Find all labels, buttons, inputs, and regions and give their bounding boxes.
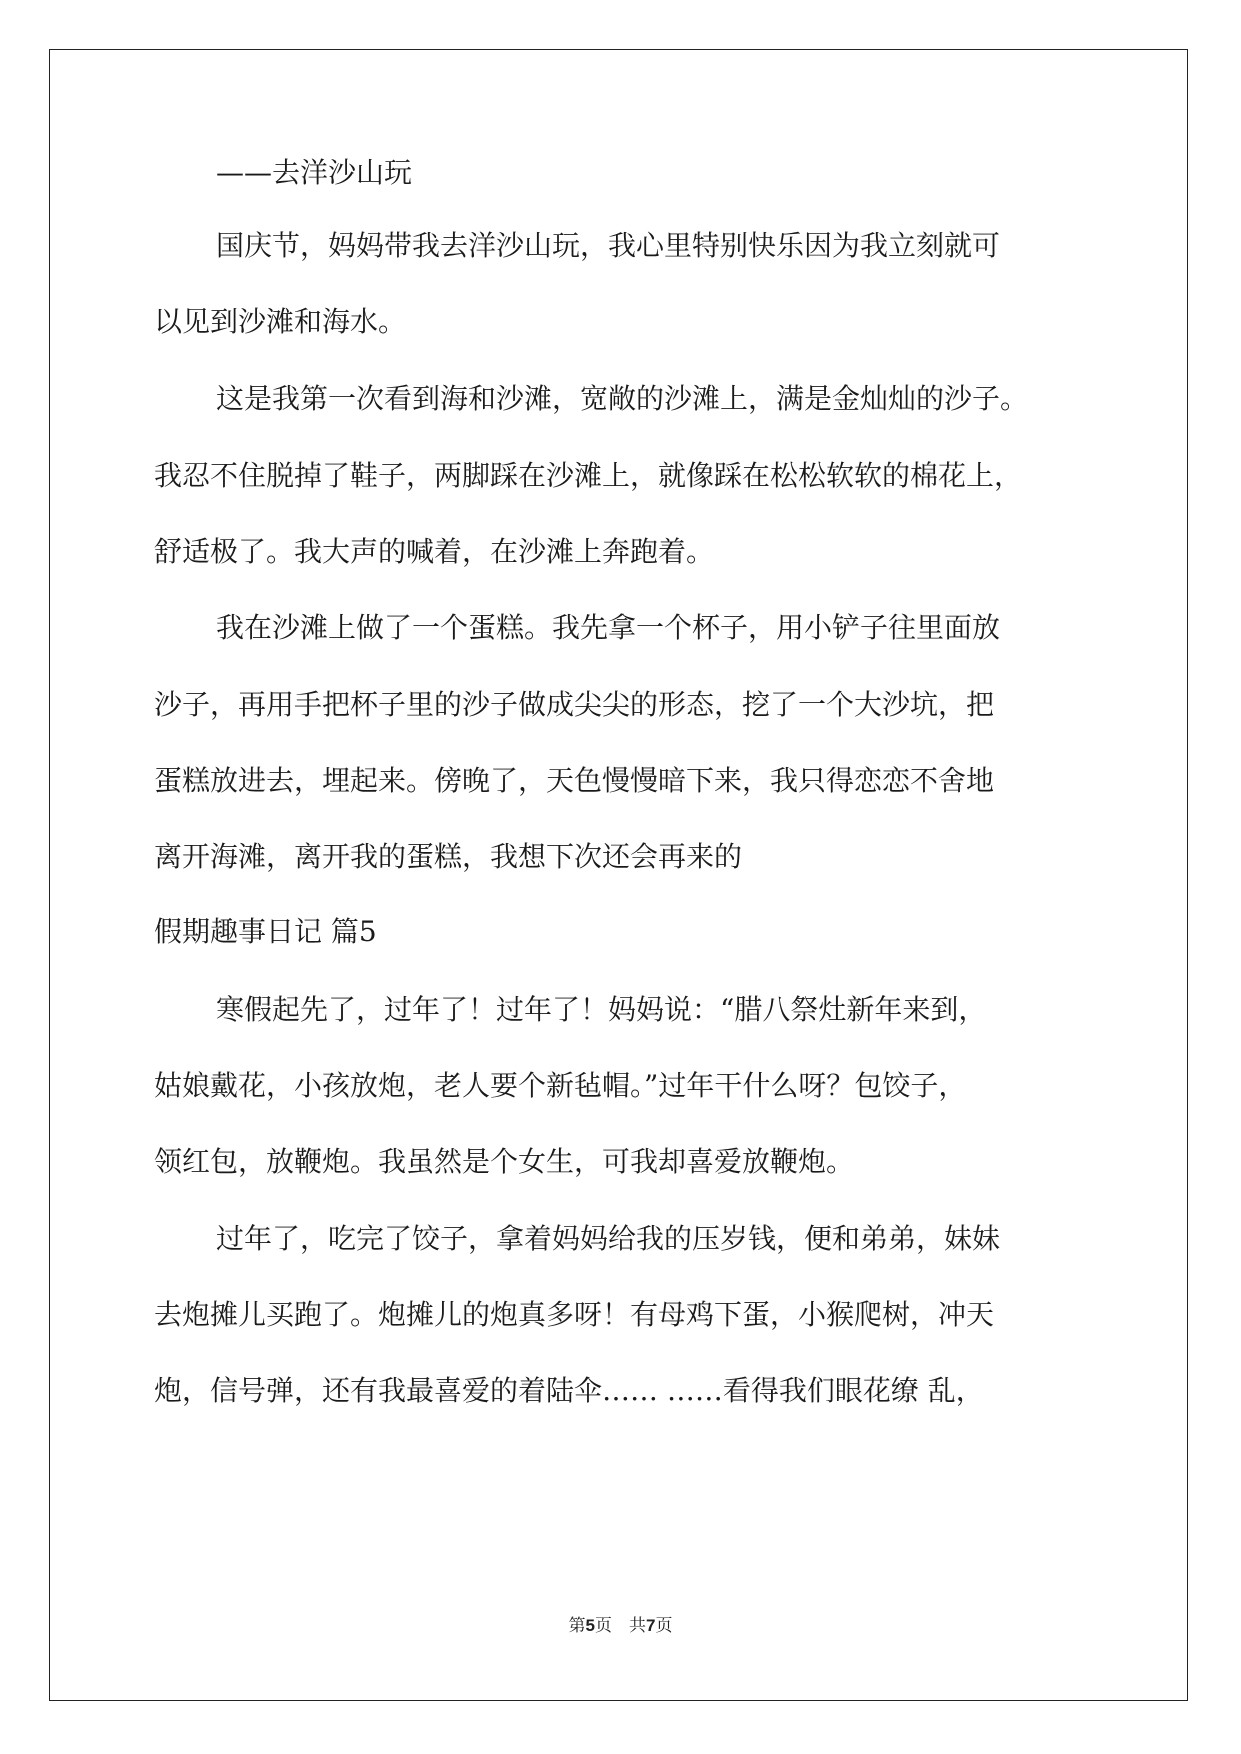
text-line: 过年了，吃完了饺子，拿着妈妈给我的压岁钱，便和弟弟，妹妹 xyxy=(216,1222,1001,1255)
footer-mid: 页 共 xyxy=(595,1616,646,1636)
subtitle-line: ——去洋沙山玩 xyxy=(216,156,413,189)
text-line: 领红包，放鞭炮。我虽然是个女生，可我却喜爱放鞭炮。 xyxy=(154,1145,855,1178)
current-page-number: 5 xyxy=(585,1616,595,1635)
footer-prefix: 第 xyxy=(568,1616,586,1636)
text-line: 沙子，再用手把杯子里的沙子做成尖尖的形态，挖了一个大沙坑，把 xyxy=(154,688,995,721)
footer-suffix: 页 xyxy=(655,1616,673,1636)
total-page-number: 7 xyxy=(646,1616,656,1635)
text-line: 炮，信号弹，还有我最喜爱的着陆伞…… ……看得我们眼花缭 乱， xyxy=(154,1374,984,1407)
text-line: 舒适极了。我大声的喊着，在沙滩上奔跑着。 xyxy=(154,535,715,568)
text-line: 离开海滩，离开我的蛋糕，我想下次还会再来的 xyxy=(154,840,743,873)
text-line: 国庆节，妈妈带我去洋沙山玩，我心里特别快乐因为我立刻就可 xyxy=(216,229,1001,262)
section-heading: 假期趣事日记 篇5 xyxy=(154,915,377,948)
text-line: 我忍不住脱掉了鞋子，两脚踩在沙滩上，就像踩在松松软软的棉花上， xyxy=(154,459,1023,492)
page-border xyxy=(49,49,1188,1701)
page-number-footer xyxy=(0,1617,1241,1635)
text-line: 我在沙滩上做了一个蛋糕。我先拿一个杯子，用小铲子往里面放 xyxy=(216,611,1001,644)
text-line: 去炮摊儿买跑了。炮摊儿的炮真多呀！有母鸡下蛋，小猴爬树，冲天 xyxy=(154,1298,995,1331)
text-line: 以见到沙滩和海水。 xyxy=(154,305,407,338)
text-line: 姑娘戴花，小孩放炮，老人要个新毡帽。”过年干什么呀？包饺子， xyxy=(154,1069,967,1102)
text-line: 这是我第一次看到海和沙滩，宽敞的沙滩上，满是金灿灿的沙子。 xyxy=(216,382,1029,415)
text-line: 寒假起先了，过年了！过年了！妈妈说：“腊八祭灶新年来到， xyxy=(216,993,987,1026)
text-line: 蛋糕放进去，埋起来。傍晚了，天色慢慢暗下来，我只得恋恋不舍地 xyxy=(154,764,995,797)
